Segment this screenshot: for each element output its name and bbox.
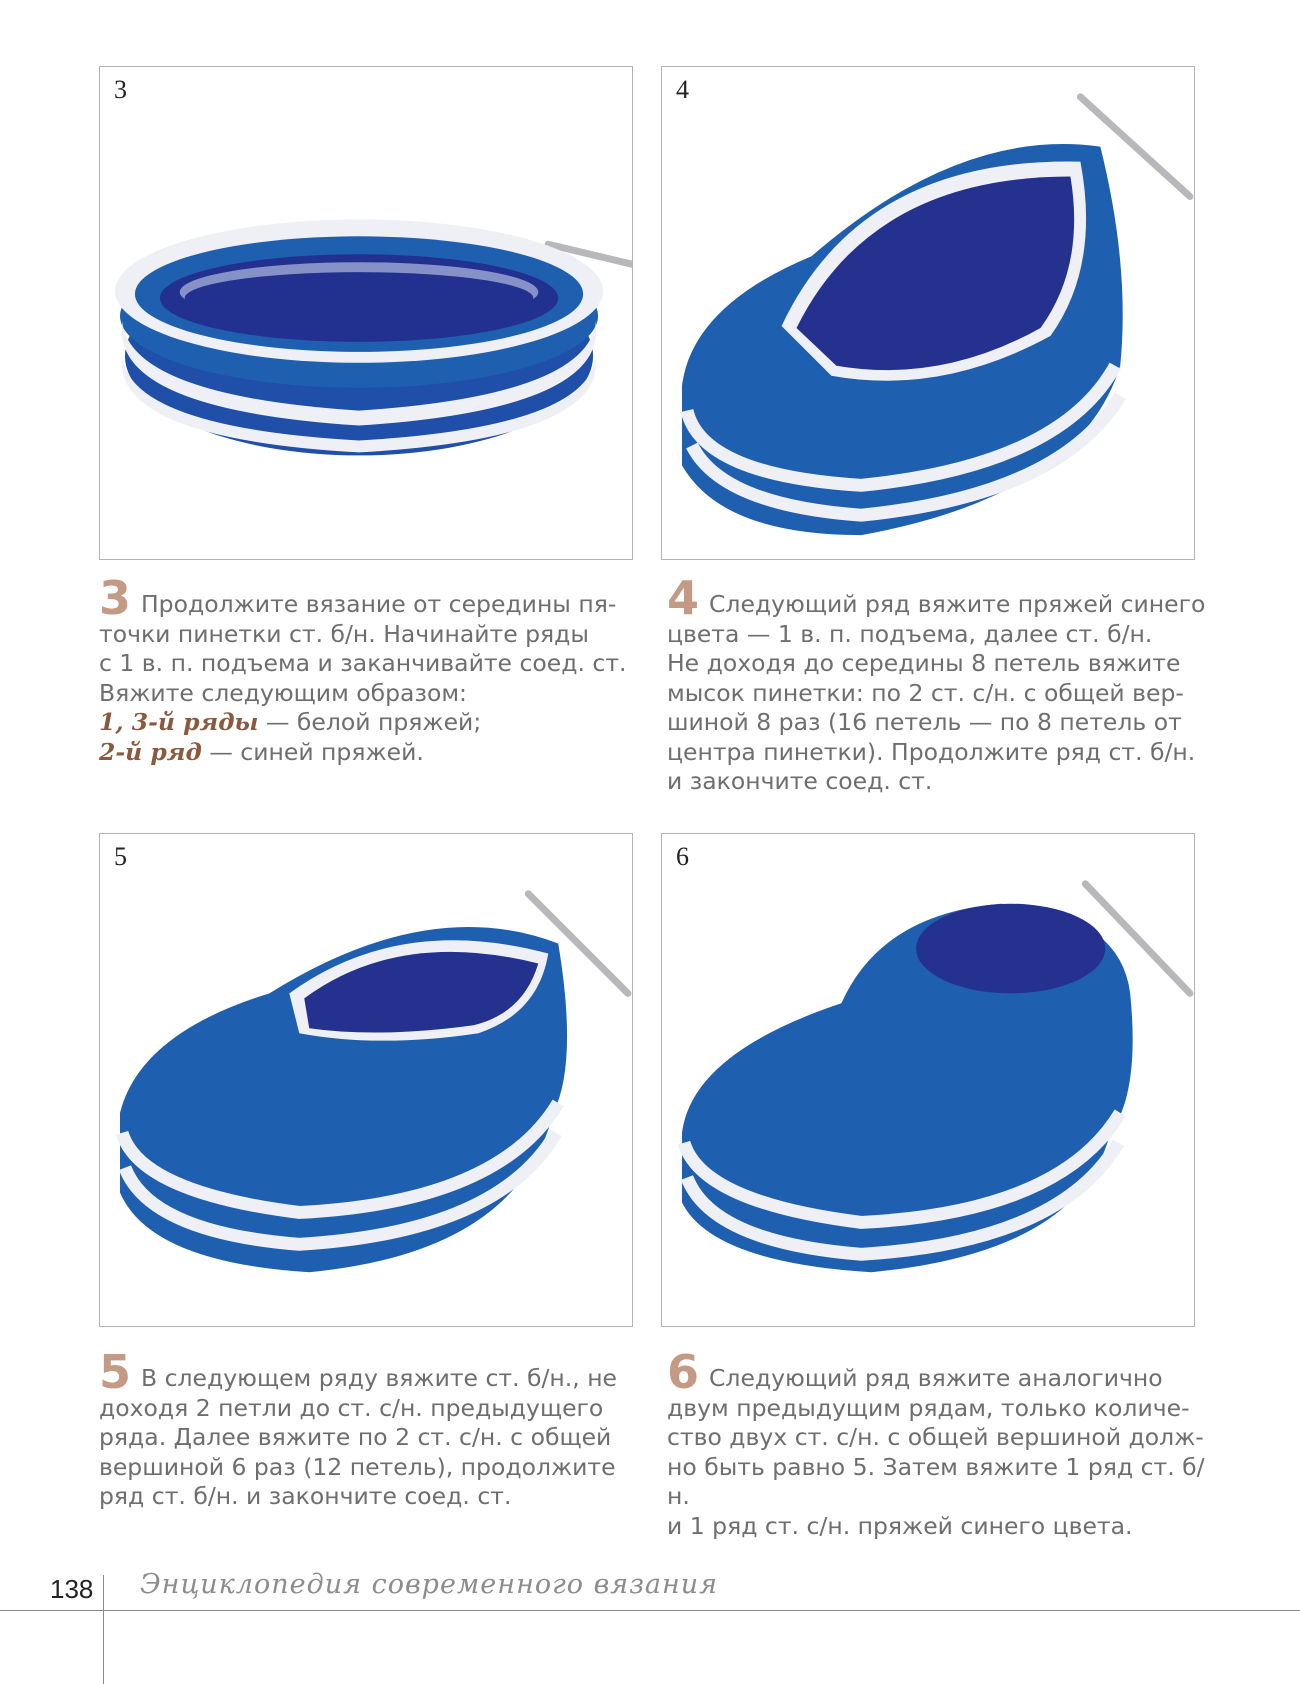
step-line: Вяжите следующим образом:	[99, 678, 467, 707]
step-3-text	[99, 571, 639, 767]
row-label: 1, 3-й ряды	[99, 708, 259, 736]
step-line: и закончите соед. ст.	[667, 767, 933, 795]
step-line: Не доходя до середины 8 петель вяжите	[667, 649, 1181, 677]
step-line: точки пинетки ст. б/н. Начинайте ряды	[99, 619, 589, 648]
photo-label: 3	[114, 75, 127, 104]
step-line: мысок пинетки: по 2 ст. с/н. с общей вер-	[667, 678, 1184, 707]
photo-label: 4	[676, 75, 689, 104]
step-6-text	[667, 1345, 1207, 1541]
row-text: — синей пряжей.	[201, 737, 424, 766]
step-5-text	[99, 1345, 639, 1512]
step-number: 3	[99, 571, 132, 625]
step-number: 6	[667, 1345, 700, 1399]
bootie-row5-image	[100, 834, 632, 1326]
photo-label: 6	[676, 842, 689, 871]
step-number: 5	[99, 1345, 132, 1399]
photo-step-4	[661, 66, 1195, 560]
row-label: 2-й ряд	[99, 737, 202, 766]
bootie-toe-image	[662, 67, 1194, 559]
step-number: 4	[667, 571, 700, 625]
step-line: В следующем ряду вяжите ст. б/н., не	[141, 1364, 618, 1392]
book-title: Энциклопедия современного вязания	[140, 1569, 719, 1600]
photo-step-6	[661, 833, 1195, 1327]
bootie-row6-image	[662, 834, 1194, 1326]
page-number: 138	[50, 1574, 94, 1604]
step-line: шиной 8 раз (16 петель — по 8 петель от	[667, 708, 1182, 736]
bootie-sole-image	[100, 67, 632, 559]
photo-step-5	[99, 833, 633, 1327]
step-line: но быть равно 5. Затем вяжите 1 ряд ст. б/н.	[667, 1452, 1205, 1510]
step-line: Следующий ряд вяжите пряжей синего	[709, 590, 1206, 618]
step-line: ряда. Далее вяжите по 2 ст. с/н. с общей	[99, 1423, 612, 1451]
step-line: с 1 в. п. подъема и заканчивайте соед. ст.	[99, 649, 627, 677]
step-line: вершиной 6 раз (12 петель), продолжите	[99, 1452, 616, 1481]
step-4-text	[667, 571, 1207, 797]
step-line: Следующий ряд вяжите аналогично	[709, 1364, 1163, 1392]
step-line: доходя 2 петли до ст. с/н. предыдущего	[99, 1393, 604, 1422]
step-line: ряд ст. б/н. и закончите соед. ст.	[99, 1482, 512, 1510]
footer-rule	[0, 1610, 1300, 1611]
photo-label: 5	[114, 842, 127, 871]
step-line: Продолжите вязание от середины пя-	[141, 590, 617, 618]
footer-divider	[103, 1575, 104, 1684]
step-line: двум предыдущим рядам, только количе-	[667, 1393, 1190, 1422]
step-line: ство двух ст. с/н. с общей вершиной долж-	[667, 1423, 1204, 1451]
step-line: и 1 ряд ст. с/н. пряжей синего цвета.	[667, 1511, 1133, 1540]
row-text: — белой пряжей;	[258, 708, 482, 736]
step-line: цвета — 1 в. п. подъема, далее ст. б/н.	[667, 619, 1153, 648]
step-line: центра пинетки). Продолжите ряд ст. б/н.	[667, 737, 1196, 766]
photo-step-3	[99, 66, 633, 560]
